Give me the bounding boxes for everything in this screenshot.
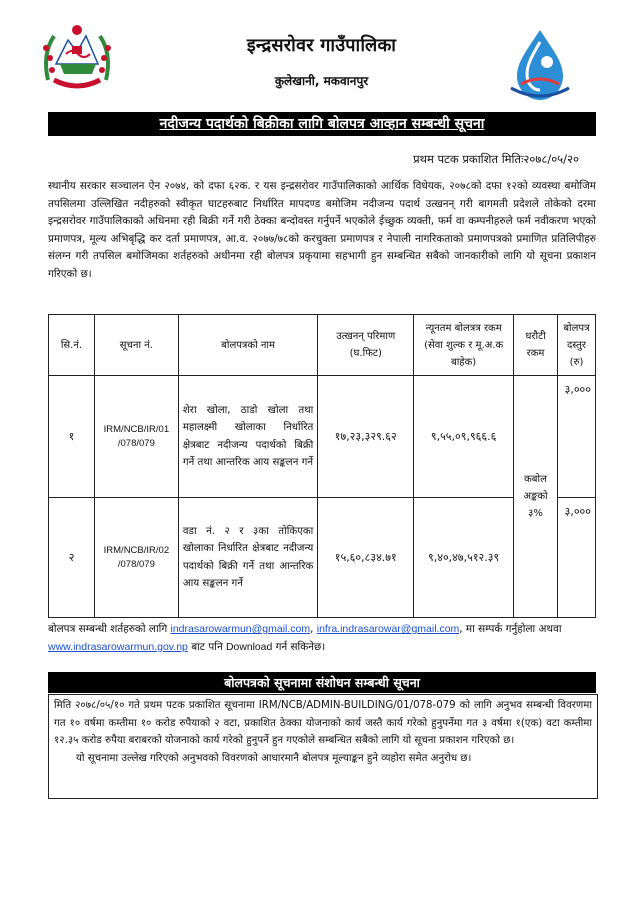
col-header-fee: बोलपत्र दस्तुर (रु) (557, 315, 595, 376)
contact-info (48, 620, 596, 657)
table-row (49, 376, 596, 498)
bid-table (48, 314, 596, 618)
col-header-min-amount: न्यूनतम बोलत्रत्र रकम (सेवा शुल्क र मू.अ.क बाहेक) (414, 315, 514, 376)
row-notice-no: IRM/NCB/IR/01 /078/079 (94, 376, 178, 498)
municipality-address: कुलेखानी, मकवानपुर (274, 74, 369, 88)
contact-suffix: गर्न सकिनेछ। (275, 641, 326, 653)
row-volume: १७,२३,३२९.६२ (318, 376, 414, 498)
row-sn: २ (49, 498, 95, 618)
email-link-1[interactable]: indrasarowarmun@gmail.com (170, 623, 311, 635)
row-deposit: कबोल अङ्कको ३% (514, 376, 558, 618)
amendment-paragraph-1: मिति २०७८/०५/१० गते प्रथम पटक प्रकाशित सूचनामा IRM/NCB/ADMIN-BUILDING/01/078-079 को लागि अनुभव सम्बन्धी विवरणमा गत १० वर्षमा कम्तीमा १० करोड रुपैयाको २ वटा, प्रकाशित ठेक्का योजनाको कार्य जस्तै कार्य गरेको हुनुपर्नेमा गत ३ वर्षमा १(एक) वटा कम्तीमा १२.३५ करोड रुपैया बराबरको योजनाको कार्य गरेको हुनुपर्ने हुन गएकोले सम्बन्धित सबैको लागि यो सूचना प्रकाशन गरिएको छ। (54, 700, 592, 746)
row-min-amount: ९,४०,४७,५१२.३९ (414, 498, 514, 618)
row-name: वडा नं. २ र ३का तोकिएका खोलाका निर्धारित क्षेत्रबाट नदीजन्य पदार्थको बिक्री गर्ने तथा आन्तरिक आय सङ्कलन गर्ने (178, 498, 317, 618)
download-text: Download (226, 642, 273, 653)
contact-prefix: बोलपत्र सम्बन्धी शर्तहरुको लागि (48, 623, 168, 635)
notice-title-banner: नदीजन्य पदार्थको बिक्रीका लागि बोलपत्र आव्हान सम्बन्धी सूचना (48, 112, 596, 136)
amendment-paragraph-2: यो सूचनामा उल्लेख गरिएको अनुभवको विवरणको आधारमानै बोलपत्र मूल्याङ्कन हुने व्यहोरा समेत अनुरोध छ। (76, 752, 472, 764)
contact-after-site: बाट पनि (191, 641, 223, 653)
contact-separator: , (310, 623, 314, 635)
row-sn: १ (49, 376, 95, 498)
municipality-name: इन्द्रसरोवर गाउँपालिका (246, 35, 397, 56)
col-header-volume: उत्खनन् परिमाण (घ.फिट) (318, 315, 414, 376)
col-header-deposit: धरौटी रकम (514, 315, 558, 376)
contact-mid: , मा सम्पर्क गर्नुहोला अथवा (459, 623, 562, 635)
website-link[interactable]: www.indrasarowarmun.gov.np (48, 641, 188, 653)
row-fee: ३,००० (557, 376, 595, 498)
table-header-row (49, 315, 596, 376)
col-header-sn: सि.नं. (49, 315, 95, 376)
table-row (49, 498, 596, 618)
col-header-notice-no: सूचना नं. (94, 315, 178, 376)
col-header-name: बोलपत्रको नाम (178, 315, 317, 376)
email-link-2[interactable]: infra.indrasarowar@gmail.com (316, 623, 460, 635)
amendment-box (48, 694, 598, 799)
row-name: शेरा खोला, ठाडो खोला तथा महालक्ष्मी खोलाका निर्धारित क्षेत्रबाट नदीजन्य पदार्थको बिक्री गर्ने तथा आन्तरिक आय सङ्कलन गर्ने (178, 376, 317, 498)
amendment-title-banner: बोलपत्रको सूचनामा संशोधन सम्बन्धी सूचना (48, 672, 596, 693)
publish-date: प्रथम पटक प्रकाशित मितिः२०७८/०५/२० (413, 152, 579, 166)
row-min-amount: ९,५५,०९,९६६.६ (414, 376, 514, 498)
row-notice-no: IRM/NCB/IR/02 /078/079 (94, 498, 178, 618)
intro-paragraph: स्थानीय सरकार सञ्चालन ऐन २०७४, को दफा ६२क. र यस इन्द्रसरोवर गाउँपालिकाको आर्थिक विधेयक, २०७८को दफा १२को व्यवस्था बमोजिम तपसिलमा उल्लिखित नदीहरुको स्वीकृत घाटहरुबाट निर्धारित मापदण्ड बमोजिम नदीजन्य पदार्थ उत्खनन् गरी बागमती प्रदेशले तोकेको दरमा इन्द्रसरोवर गाउँपालिकाको अधिनमा रही बिक्री गर्ने गरी ठेक्का बन्दोवस्त गर्नुपर्ने भएकोले ईच्छुक व्यक्ती, फर्म वा कम्पनीहरुले फर्म नवीकरण भएको प्रमाणपत्र, मूल्य अभिबृद्धि कर दर्ता प्रमाणपत्र, आ.व. २०७७/७८को करचुक्ता प्रमाणपत्र र नेपाली नागरिकताको प्रमाणपत्रको प्रमाणित प्रतिलिपीहरु संलग्न गरी तपसिल बमोजिमका शर्तहरुको अधीनमा रही बोलपत्र प्रकृयामा सहभागी हुन सम्बन्धित सबैको जानकारीको लागि यो सूचना प्रकाशन गरिएको छ। (48, 180, 596, 280)
row-volume: १५,६०,८३४.७१ (318, 498, 414, 618)
row-fee: ३,००० (557, 498, 595, 618)
